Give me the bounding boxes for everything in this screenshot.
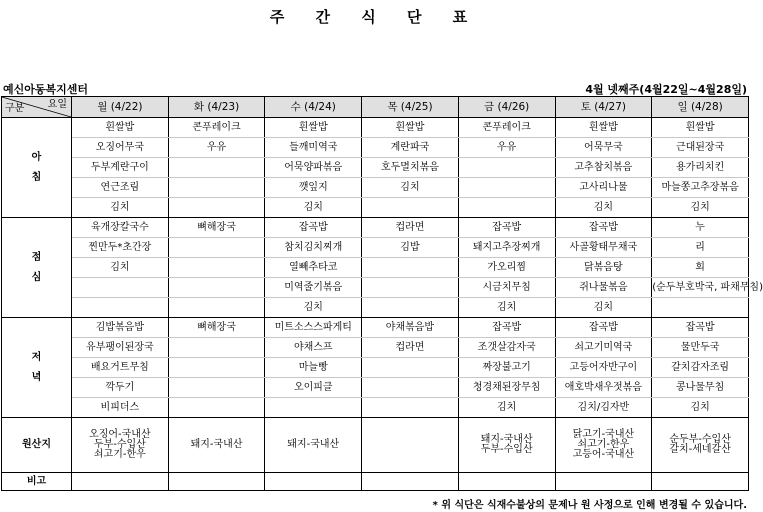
dinner-row: [2, 358, 749, 378]
menu-item-cell: 김치: [72, 258, 169, 278]
note-cell: [362, 473, 459, 491]
menu-item-cell: 누: [652, 218, 749, 238]
menu-item-cell: 깍두기: [72, 378, 169, 398]
menu-item-cell: 육개장칼국수: [72, 218, 169, 238]
menu-item-cell: 컵라면: [362, 218, 459, 238]
menu-item-cell: 흰쌀밥: [265, 118, 362, 138]
menu-item-cell: [362, 358, 459, 378]
day-header: 일 (4/28): [652, 97, 749, 118]
menu-item-cell: 연근조림: [72, 178, 169, 198]
menu-item-cell: 찐만두*초간장: [72, 238, 169, 258]
menu-item-cell: 김밥볶음밥: [72, 318, 169, 338]
menu-item-cell: [265, 398, 362, 418]
lunch-row: [2, 258, 749, 278]
menu-item-cell: 김밥: [362, 238, 459, 258]
menu-item-cell: [652, 298, 749, 318]
breakfast-row: [2, 178, 749, 198]
menu-item-cell: 잡곡밥: [652, 318, 749, 338]
menu-item-cell: 근대된장국: [652, 138, 749, 158]
note-cell: [265, 473, 362, 491]
menu-item-cell: 김치: [265, 298, 362, 318]
note-cell: [555, 473, 652, 491]
dinner-row: [2, 318, 749, 338]
menu-item-cell: 김치: [555, 298, 652, 318]
dinner-row: [2, 398, 749, 418]
origin-cell: 돼지-국내산: [168, 418, 265, 473]
menu-item-cell: 흰쌀밥: [652, 118, 749, 138]
menu-item-cell: 흰쌀밥: [72, 118, 169, 138]
menu-item-cell: 야채볶음밥: [362, 318, 459, 338]
origin-cell: 돼지-국내산: [265, 418, 362, 473]
menu-item-cell: 애호박새우젓볶음: [555, 378, 652, 398]
menu-item-cell: 김치: [652, 398, 749, 418]
header-row: [2, 97, 749, 118]
menu-item-cell: 호두멸치볶음: [362, 158, 459, 178]
menu-item-cell: 청경채된장무침: [458, 378, 555, 398]
menu-item-cell: 미트소스스파게티: [265, 318, 362, 338]
menu-item-cell: [362, 298, 459, 318]
origin-cell: 순두부-수입산 갈치-세네갈산: [652, 418, 749, 473]
menu-item-cell: [168, 258, 265, 278]
dinner-row: [2, 338, 749, 358]
lunch-label: 점 심: [2, 218, 72, 318]
footer-note: * 위 식단은 식재수불상의 문제나 원 사정으로 인해 변경될 수 있습니다.: [432, 500, 747, 511]
origin-row: [2, 418, 749, 473]
menu-item-cell: 흰쌀밥: [362, 118, 459, 138]
menu-item-cell: 마늘쫑고추장볶음: [652, 178, 749, 198]
menu-item-cell: 고등어자반구이: [555, 358, 652, 378]
menu-item-cell: 갈치감자조림: [652, 358, 749, 378]
day-header: 화 (4/23): [168, 97, 265, 118]
menu-item-cell: [458, 178, 555, 198]
menu-item-cell: 쥐나물볶음: [555, 278, 652, 298]
origin-cell: [362, 418, 459, 473]
menu-item-cell: 김치: [72, 198, 169, 218]
org-name: 예신아동복지센터: [3, 83, 89, 96]
menu-item-cell: [362, 378, 459, 398]
day-header: 월 (4/22): [72, 97, 169, 118]
corner-label-day: 요일: [47, 99, 67, 110]
menu-item-cell: 가오리찜: [458, 258, 555, 278]
menu-item-cell: 김치: [458, 398, 555, 418]
breakfast-row: [2, 138, 749, 158]
menu-item-cell: 용가리치킨: [652, 158, 749, 178]
dinner-label: 저 녁: [2, 318, 72, 418]
menu-item-cell: 뼈해장국: [168, 318, 265, 338]
menu-item-cell: 오이피클: [265, 378, 362, 398]
menu-item-cell: 우유: [458, 138, 555, 158]
corner-label-category: 구분: [5, 103, 25, 114]
menu-item-cell: [168, 378, 265, 398]
menu-item-cell: 고추참치볶음: [555, 158, 652, 178]
breakfast-row: [2, 118, 749, 138]
menu-item-cell: 시금치무침: [458, 278, 555, 298]
menu-item-cell: 콘푸레이크: [458, 118, 555, 138]
breakfast-row: [2, 198, 749, 218]
menu-item-cell: [362, 278, 459, 298]
menu-item-cell: 참치김치찌개: [265, 238, 362, 258]
lunch-row: [2, 238, 749, 258]
menu-item-cell: 열빼추타코: [265, 258, 362, 278]
menu-item-cell: 돼지고추장찌개: [458, 238, 555, 258]
menu-item-cell: [362, 198, 459, 218]
day-header: 수 (4/24): [265, 97, 362, 118]
menu-item-cell: 잡곡밥: [458, 318, 555, 338]
menu-item-cell: [168, 338, 265, 358]
menu-item-cell: 들깨미역국: [265, 138, 362, 158]
note-cell: [72, 473, 169, 491]
day-header: 토 (4/27): [555, 97, 652, 118]
menu-item-cell: 콩나물무침: [652, 378, 749, 398]
menu-item-cell: [458, 158, 555, 178]
menu-item-cell: [168, 178, 265, 198]
menu-item-cell: 마늘빵: [265, 358, 362, 378]
menu-item-cell: 어묵무국: [555, 138, 652, 158]
menu-item-cell: 미역줄기볶음: [265, 278, 362, 298]
menu-item-cell: [72, 278, 169, 298]
note-cell: [458, 473, 555, 491]
menu-item-cell: 우유: [168, 138, 265, 158]
breakfast-row: [2, 158, 749, 178]
menu-item-cell: 컵라면: [362, 338, 459, 358]
day-header: 목 (4/25): [362, 97, 459, 118]
menu-item-cell: 김치/김자반: [555, 398, 652, 418]
menu-item-cell: 김치: [652, 198, 749, 218]
menu-item-cell: [362, 258, 459, 278]
menu-item-cell: [168, 278, 265, 298]
menu-item-cell: [168, 398, 265, 418]
menu-item-cell: 회: [652, 258, 749, 278]
dinner-row: [2, 378, 749, 398]
menu-item-cell: 짜장불고기: [458, 358, 555, 378]
menu-item-cell: 사골황태무채국: [555, 238, 652, 258]
menu-item-cell: 흰쌀밥: [555, 118, 652, 138]
menu-item-cell: 리: [652, 238, 749, 258]
menu-item-cell: 김치: [362, 178, 459, 198]
menu-item-cell: 두부계란구이: [72, 158, 169, 178]
note-row: [2, 473, 749, 491]
day-header: 금 (4/26): [458, 97, 555, 118]
menu-item-cell: [168, 158, 265, 178]
breakfast-label: 아 침: [2, 118, 72, 218]
origin-label: 원산지: [2, 418, 72, 473]
menu-table: [1, 96, 763, 491]
menu-item-cell: 어묵양파볶음: [265, 158, 362, 178]
header-corner: [2, 97, 72, 118]
menu-item-cell: (순두부호박국, 파채무침): [652, 278, 749, 298]
menu-item-cell: 김치: [458, 298, 555, 318]
menu-item-cell: [168, 298, 265, 318]
menu-item-cell: 쇠고기미역국: [555, 338, 652, 358]
menu-item-cell: [458, 198, 555, 218]
menu-item-cell: [362, 398, 459, 418]
menu-item-cell: [168, 198, 265, 218]
week-label: 4월 넷째주(4월22일~4월28일): [585, 83, 747, 96]
menu-item-cell: 김치: [265, 198, 362, 218]
origin-cell: 닭고기-국내산 쇠고기-한우 고등어-국내산: [555, 418, 652, 473]
note-cell: [168, 473, 265, 491]
menu-item-cell: 조갯살감자국: [458, 338, 555, 358]
menu-item-cell: 잡곡밥: [555, 318, 652, 338]
menu-item-cell: 잡곡밥: [265, 218, 362, 238]
menu-item-cell: 유부팽이된장국: [72, 338, 169, 358]
menu-item-cell: 물만두국: [652, 338, 749, 358]
menu-item-cell: 김치: [555, 198, 652, 218]
menu-item-cell: 잡곡밥: [555, 218, 652, 238]
menu-item-cell: 비피더스: [72, 398, 169, 418]
lunch-row: [2, 218, 749, 238]
menu-item-cell: 오징어무국: [72, 138, 169, 158]
menu-item-cell: 닭볶음탕: [555, 258, 652, 278]
menu-item-cell: [72, 298, 169, 318]
page-title: 주 간 식 단 표: [269, 8, 481, 26]
menu-item-cell: 콘푸레이크: [168, 118, 265, 138]
note-label: 비고: [2, 473, 72, 491]
menu-item-cell: 잡곡밥: [458, 218, 555, 238]
menu-item-cell: [168, 238, 265, 258]
menu-item-cell: 야채스프: [265, 338, 362, 358]
origin-cell: 오징어-국내산 두부-수입산 쇠고기-한우: [72, 418, 169, 473]
origin-cell: 돼지-국내산 두부-수입산: [458, 418, 555, 473]
menu-item-cell: 계란파국: [362, 138, 459, 158]
lunch-row: [2, 278, 749, 298]
menu-item-cell: 뼈해장국: [168, 218, 265, 238]
menu-item-cell: 깻잎지: [265, 178, 362, 198]
lunch-row: [2, 298, 749, 318]
menu-item-cell: 고사리나물: [555, 178, 652, 198]
menu-item-cell: 배요거트무침: [72, 358, 169, 378]
note-cell: [652, 473, 749, 491]
menu-item-cell: [168, 358, 265, 378]
